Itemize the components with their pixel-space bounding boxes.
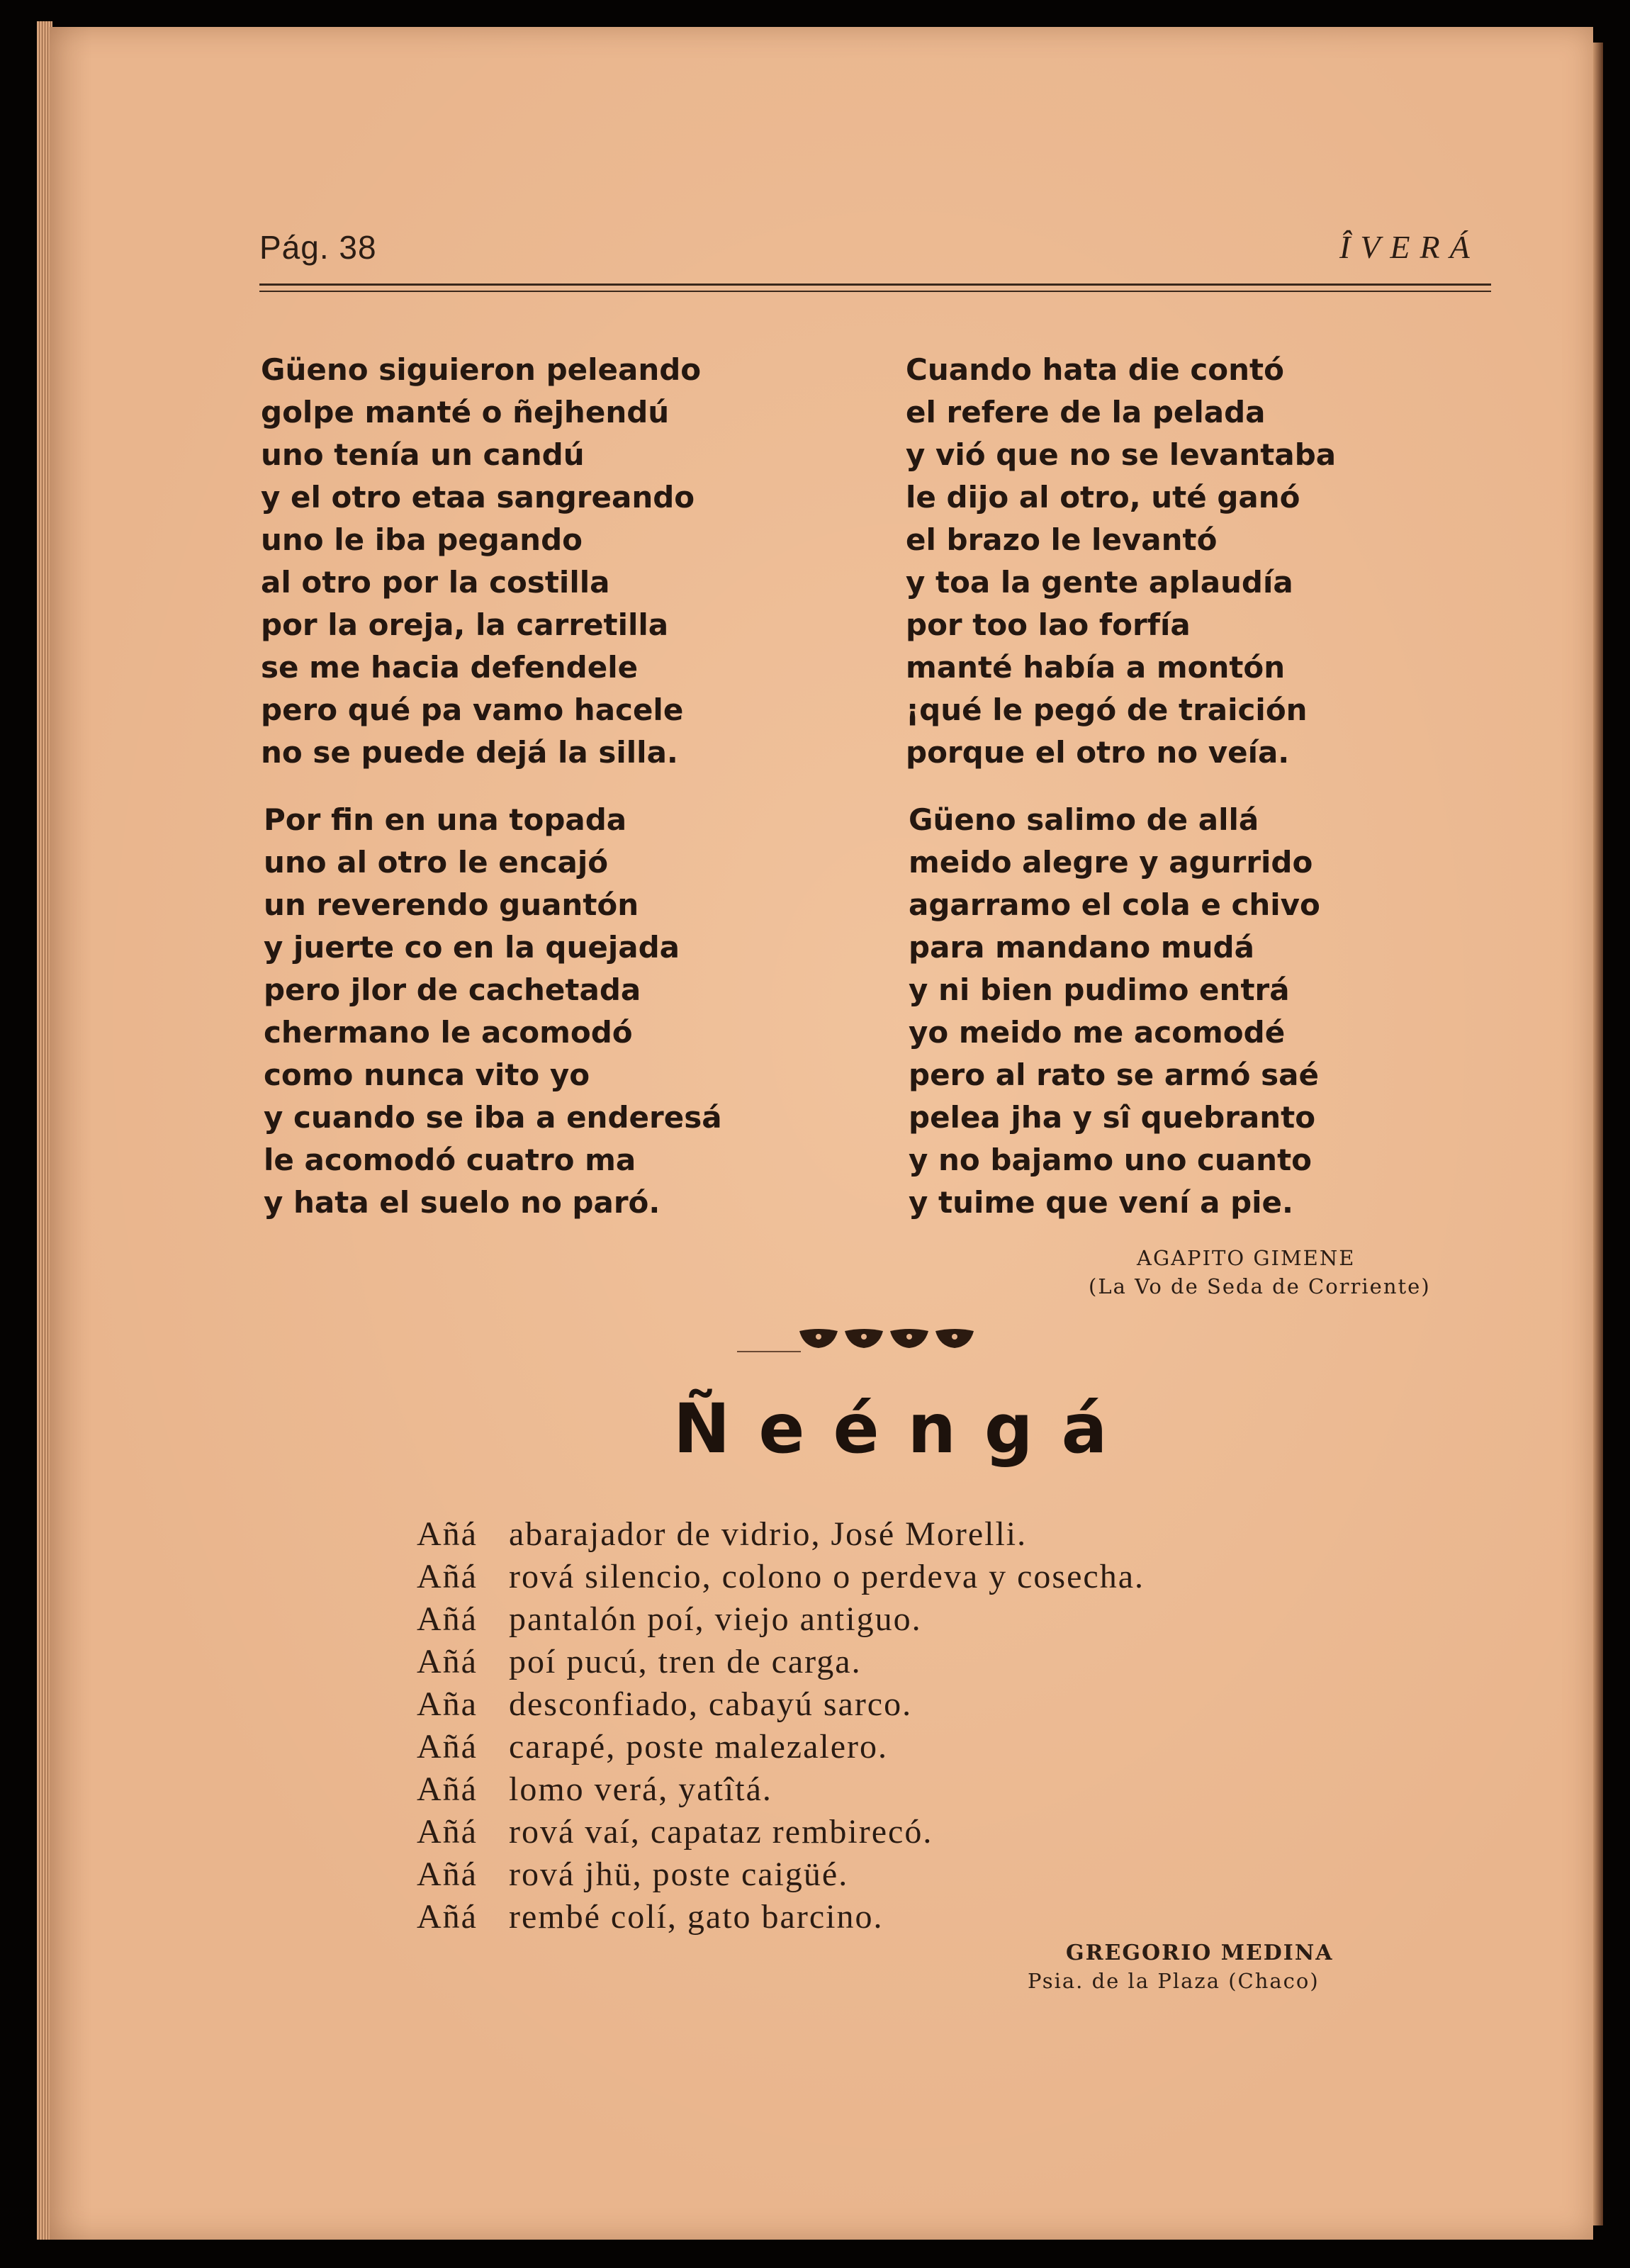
verse-line: meido alegre y agurrido: [909, 845, 1313, 880]
verse-line: [417, 1556, 1145, 1598]
verse-line: el refere de la pelada: [906, 395, 1266, 430]
stanza-left-1: [261, 349, 701, 774]
verse-line: al otro por la costilla: [261, 565, 610, 600]
verse-line: yo meido me acomodé: [909, 1015, 1286, 1050]
stanza-left-2: [264, 799, 722, 1224]
verse-line: uno le iba pegando: [261, 522, 583, 557]
verse-lead: Añá: [417, 1728, 478, 1765]
poem2-author: GREGORIO MEDINA: [1066, 1941, 1334, 1965]
verse-line: pero al rato se armó saé: [909, 1057, 1319, 1092]
verse-line: como nunca vito yo: [264, 1057, 590, 1092]
verse-line: y cuando se iba a enderesá: [264, 1100, 722, 1135]
verse-line: Güeno salimo de allá: [909, 802, 1259, 837]
verse-text: desconfiado, cabayú sarco.: [509, 1685, 913, 1723]
verse-line: [417, 1641, 1145, 1683]
journal-name: ÎVERÁ: [1339, 229, 1480, 265]
verse-line: y ni bien pudimo entrá: [909, 972, 1290, 1007]
verse-line: chermano le acomodó: [264, 1015, 633, 1050]
poem2-verses: [417, 1513, 1145, 1938]
verse-line: y no bajamo uno cuanto: [909, 1143, 1313, 1177]
verse-line: se me hacia defendele: [261, 650, 639, 685]
verse-text: rová vaí, capataz rembirecó.: [509, 1813, 933, 1851]
verse-line: pero jlor de cachetada: [264, 972, 641, 1007]
verse-text: carapé, poste malezalero.: [509, 1728, 889, 1765]
verse-text: poí pucú, tren de carga.: [509, 1643, 862, 1680]
ornament-divider: [794, 1324, 978, 1352]
header-rule: [259, 284, 1491, 286]
verse-line: agarramo el cola e chivo: [909, 887, 1320, 922]
verse-line: le acomodó cuatro ma: [264, 1143, 636, 1177]
stanza-right-2: [909, 799, 1320, 1224]
poem2-title: Ñeéngá: [673, 1389, 1136, 1469]
verse-line: pelea jha y sî quebranto: [909, 1100, 1316, 1135]
verse-line: manté había a montón: [906, 650, 1286, 685]
verse-text: rembé colí, gato barcino.: [509, 1898, 884, 1936]
verse-line: [417, 1768, 1145, 1811]
verse-line: [417, 1853, 1145, 1896]
verse-lead: Añá: [417, 1600, 478, 1638]
verse-line: ¡qué le pegó de traición: [906, 692, 1308, 727]
verse-line: golpe manté o ñejhendú: [261, 395, 670, 430]
verse-line: [417, 1811, 1145, 1853]
verse-text: rová silencio, colono o perdeva y cosecha.: [509, 1558, 1145, 1595]
ornament-rule: [737, 1351, 801, 1352]
verse-line: para mandano mudá: [909, 930, 1254, 965]
verse-lead: Añá: [417, 1770, 478, 1808]
verse-line: y hata el suelo no paró.: [264, 1185, 661, 1220]
verse-line: [417, 1598, 1145, 1641]
verse-text: rová jhü, poste caigüé.: [509, 1856, 849, 1893]
verse-line: un reverendo guantón: [264, 887, 639, 922]
verse-lead: Añá: [417, 1643, 478, 1680]
poem1-source: (La Vo de Seda de Corriente): [1089, 1274, 1431, 1298]
verse-line: [417, 1726, 1145, 1768]
verse-text: abarajador de vidrio, José Morelli.: [509, 1515, 1028, 1553]
verse-lead: Aña: [417, 1685, 478, 1723]
verse-line: no se puede dejá la silla.: [261, 735, 678, 770]
verse-line: uno tenía un candú: [261, 437, 585, 472]
verse-line: uno al otro le encajó: [264, 845, 609, 880]
verse-line: Güeno siguieron peleando: [261, 352, 702, 387]
verse-line: por la oreja, la carretilla: [261, 607, 669, 642]
verse-line: porque el otro no veía.: [906, 735, 1290, 770]
verse-line: Por fin en una topada: [264, 802, 627, 837]
verse-line: y el otro etaa sangreando: [261, 480, 695, 515]
page-number: Pág. 38: [259, 229, 377, 266]
verse-lead: Añá: [417, 1515, 478, 1553]
verse-line: pero qué pa vamo hacele: [261, 692, 684, 727]
verse-line: y toa la gente aplaudía: [906, 565, 1293, 600]
verse-line: le dijo al otro, uté ganó: [906, 480, 1300, 515]
stanza-right-1: [906, 349, 1336, 774]
verse-lead: Añá: [417, 1813, 478, 1851]
verse-line: el brazo le levantó: [906, 522, 1218, 557]
verse-line: [417, 1513, 1145, 1556]
verse-line: por too lao forfía: [906, 607, 1191, 642]
verse-line: Cuando hata die contó: [906, 352, 1284, 387]
right-page-edge: [1593, 43, 1603, 2225]
verse-lead: Añá: [417, 1558, 478, 1595]
header-rule-thin: [259, 291, 1491, 292]
verse-line: [417, 1896, 1145, 1938]
verse-line: y juerte co en la quejada: [264, 930, 680, 965]
verse-line: y vió que no se levantaba: [906, 437, 1337, 472]
verse-line: [417, 1683, 1145, 1726]
poem2-source: Psia. de la Plaza (Chaco): [1028, 1969, 1320, 1993]
verse-lead: Añá: [417, 1856, 478, 1893]
verse-lead: Añá: [417, 1898, 478, 1936]
verse-text: pantalón poí, viejo antiguo.: [509, 1600, 922, 1638]
poem1-author: AGAPITO GIMENE: [1137, 1246, 1356, 1270]
verse-line: y tuime que vení a pie.: [909, 1185, 1293, 1220]
verse-text: lomo verá, yatîtá.: [509, 1770, 772, 1808]
